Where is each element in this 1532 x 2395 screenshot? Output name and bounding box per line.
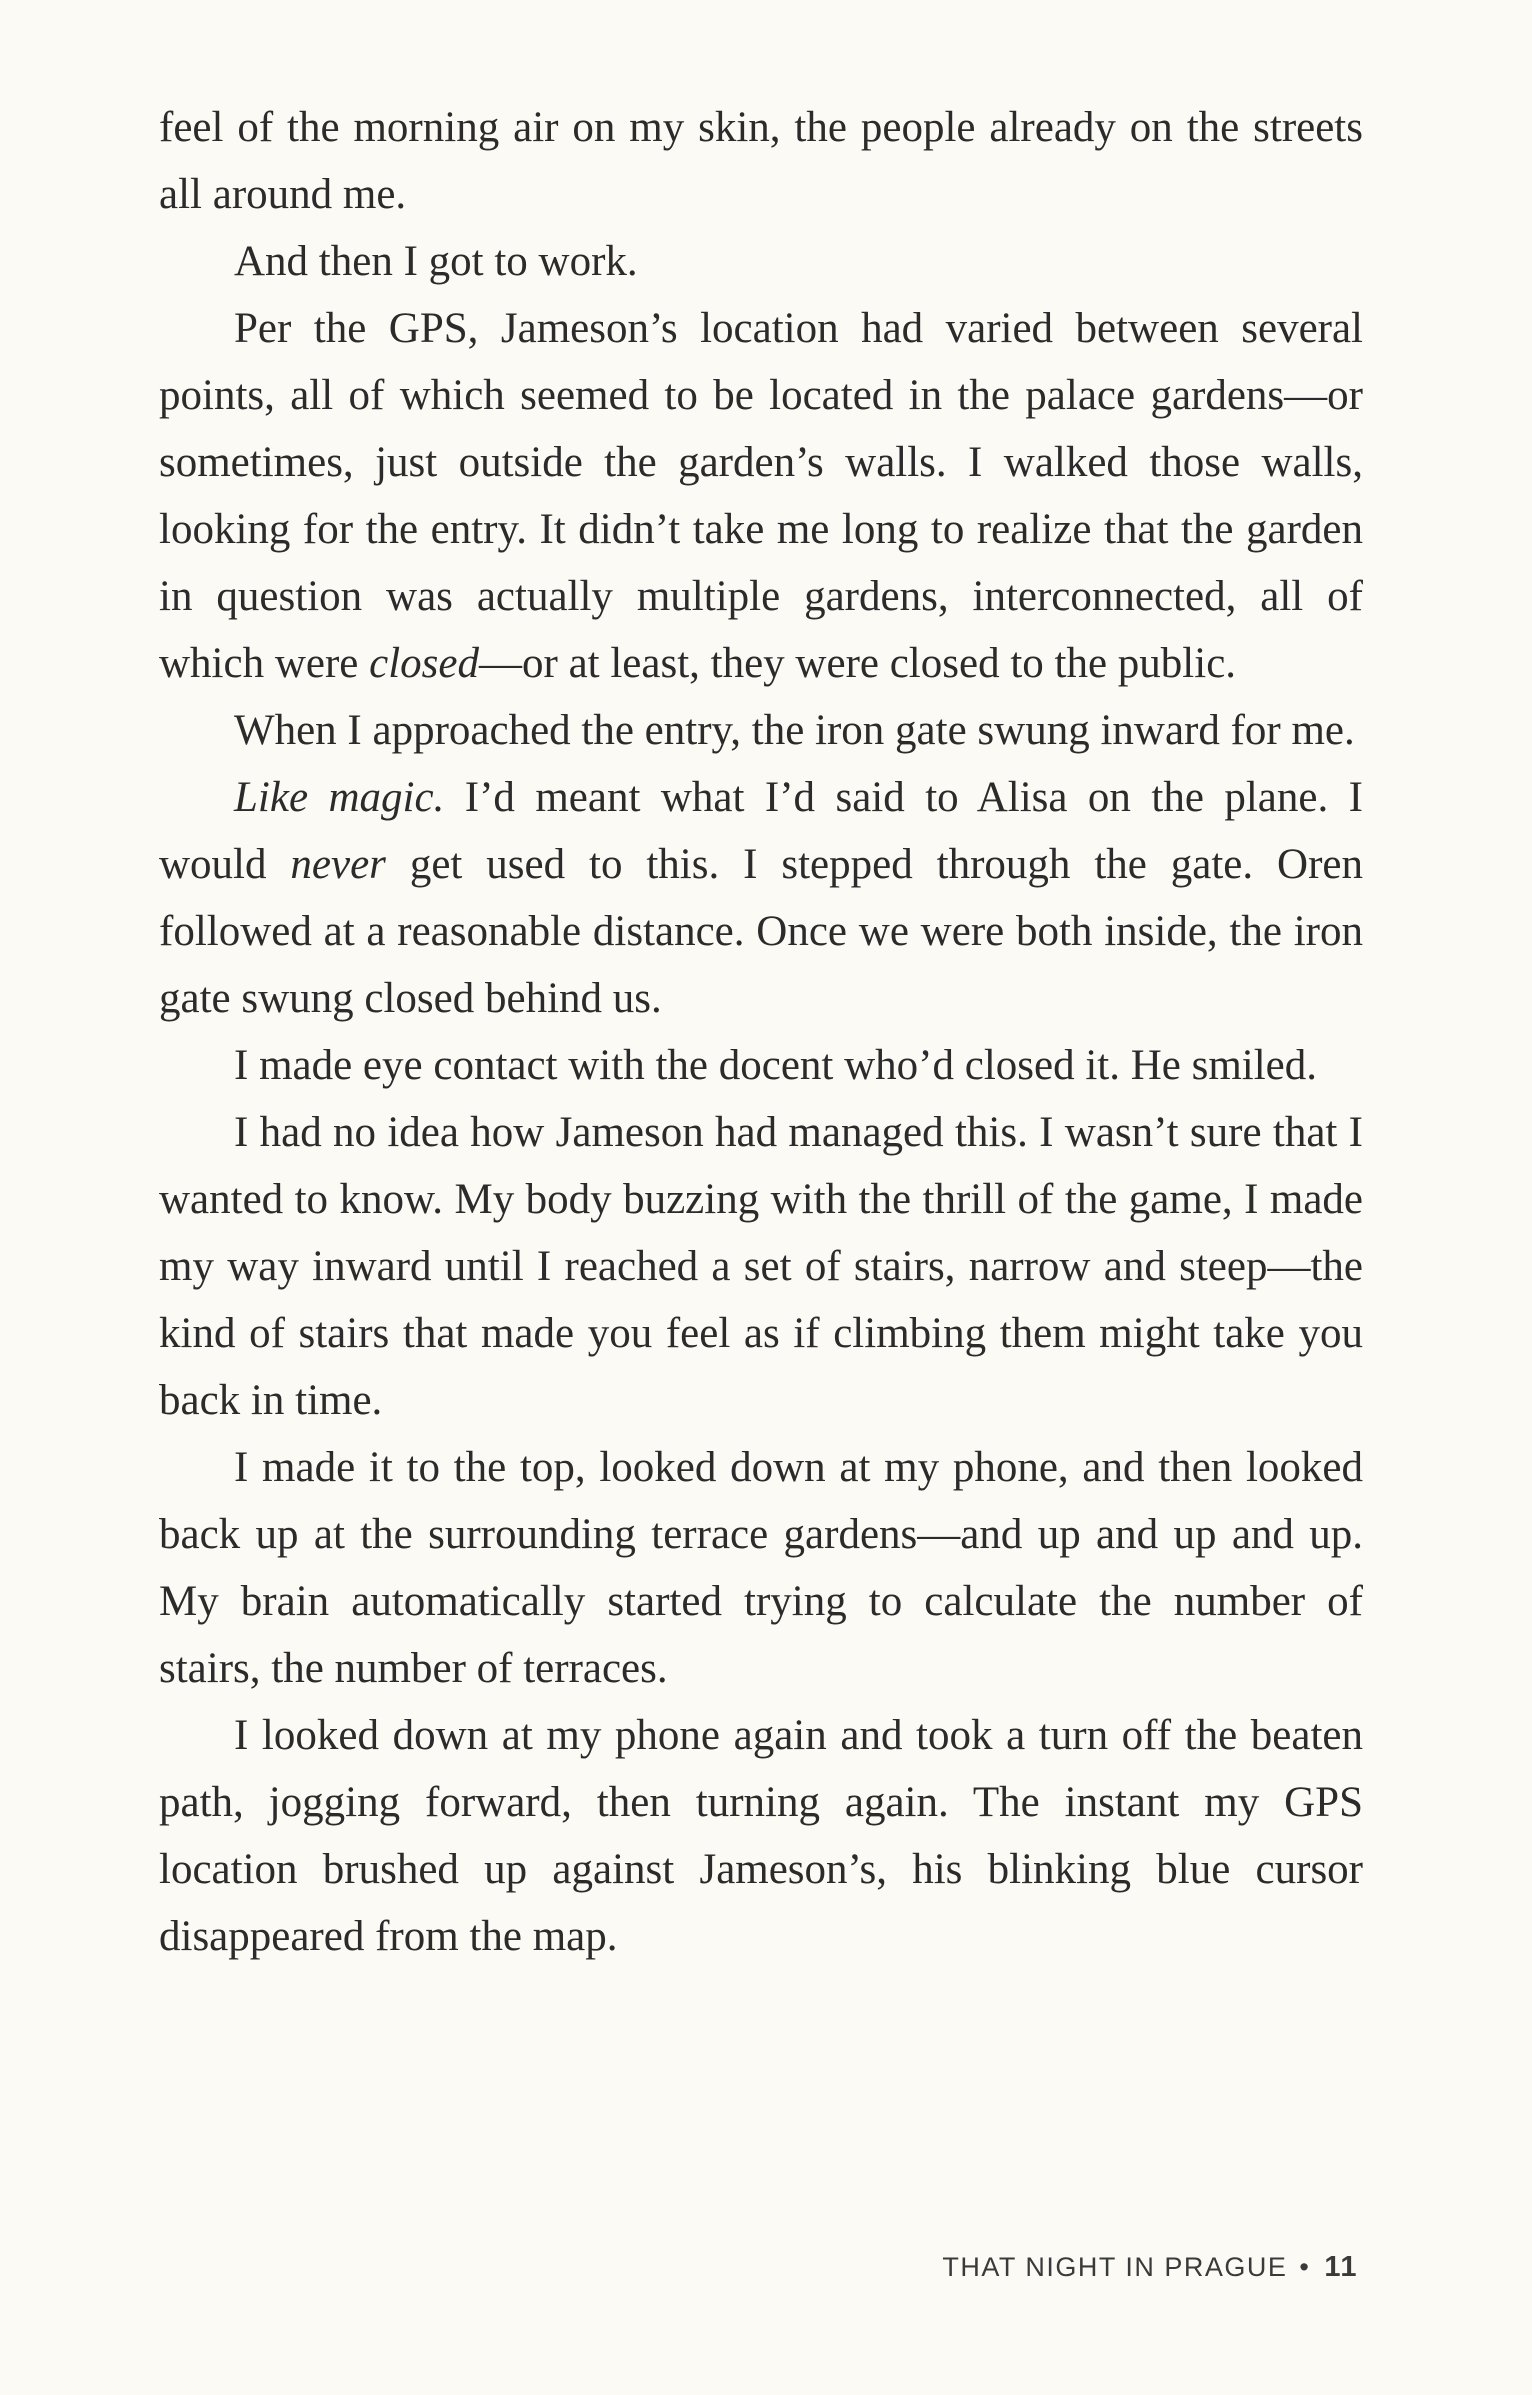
text-run: feel of the morning air on my skin, the people already on the streets all around me.	[159, 104, 1363, 218]
paragraph	[159, 1434, 1363, 1702]
paragraph	[159, 94, 1363, 228]
italic-text: never	[290, 841, 386, 888]
text-run: I made eye contact with the docent who’d closed it. He smiled.	[234, 1042, 1318, 1089]
paragraph	[159, 228, 1363, 295]
running-footer	[942, 2251, 1358, 2284]
body-text	[159, 94, 1363, 1970]
text-run: I looked down at my phone again and took a turn off the beaten path, jogging forward, then turning again. The instant my GPS location brushed up against Jameson’s, his blinking blue cursor disappeared from the map.	[159, 1712, 1363, 1960]
paragraph	[159, 697, 1363, 764]
italic-text: closed	[369, 640, 479, 687]
text-run: —or at least, they were closed to the public.	[479, 640, 1237, 687]
text-run: When I approached the entry, the iron gate swung inward for me.	[234, 707, 1355, 754]
text-run: I had no idea how Jameson had managed this. I wasn’t sure that I wanted to know. My body buzzing with the thrill of the game, I made my way inward until I reached a set of stairs, narrow and steep—the kind of stairs that made you feel as if climbing them might take you back in time.	[159, 1109, 1363, 1424]
text-run: I’d meant what I’d said to Alisa on the plane. I would	[159, 774, 1363, 888]
text-run: And then I got to work.	[234, 238, 638, 285]
paragraph	[159, 1099, 1363, 1434]
paragraph	[159, 1032, 1363, 1099]
running-title: THAT NIGHT IN PRAGUE	[942, 2252, 1288, 2282]
paragraph	[159, 295, 1363, 697]
paragraph	[159, 764, 1363, 1032]
text-run: I made it to the top, looked down at my phone, and then looked back up at the surrounding terrace gardens—and up and up and up. My brain automatically started trying to calculate the number of stairs, the number of terraces.	[159, 1444, 1363, 1692]
text-run: get used to this. I stepped through the gate. Oren followed at a reasonable distance. Once we were both inside, the iron gate swung closed behind us.	[159, 841, 1363, 1022]
footer-bullet: •	[1299, 2252, 1311, 2282]
italic-text: Like magic.	[234, 774, 445, 821]
text-run: Per the GPS, Jameson’s location had varied between several points, all of which seemed to be located in the palace gardens—or sometimes, just outside the garden’s walls. I walked those walls, looking for the entry. It didn’t take me long to realize that the garden in question was actually multiple gardens, interconnected, all of which were	[159, 305, 1363, 687]
page-number: 11	[1324, 2251, 1358, 2283]
paragraph	[159, 1702, 1363, 1970]
